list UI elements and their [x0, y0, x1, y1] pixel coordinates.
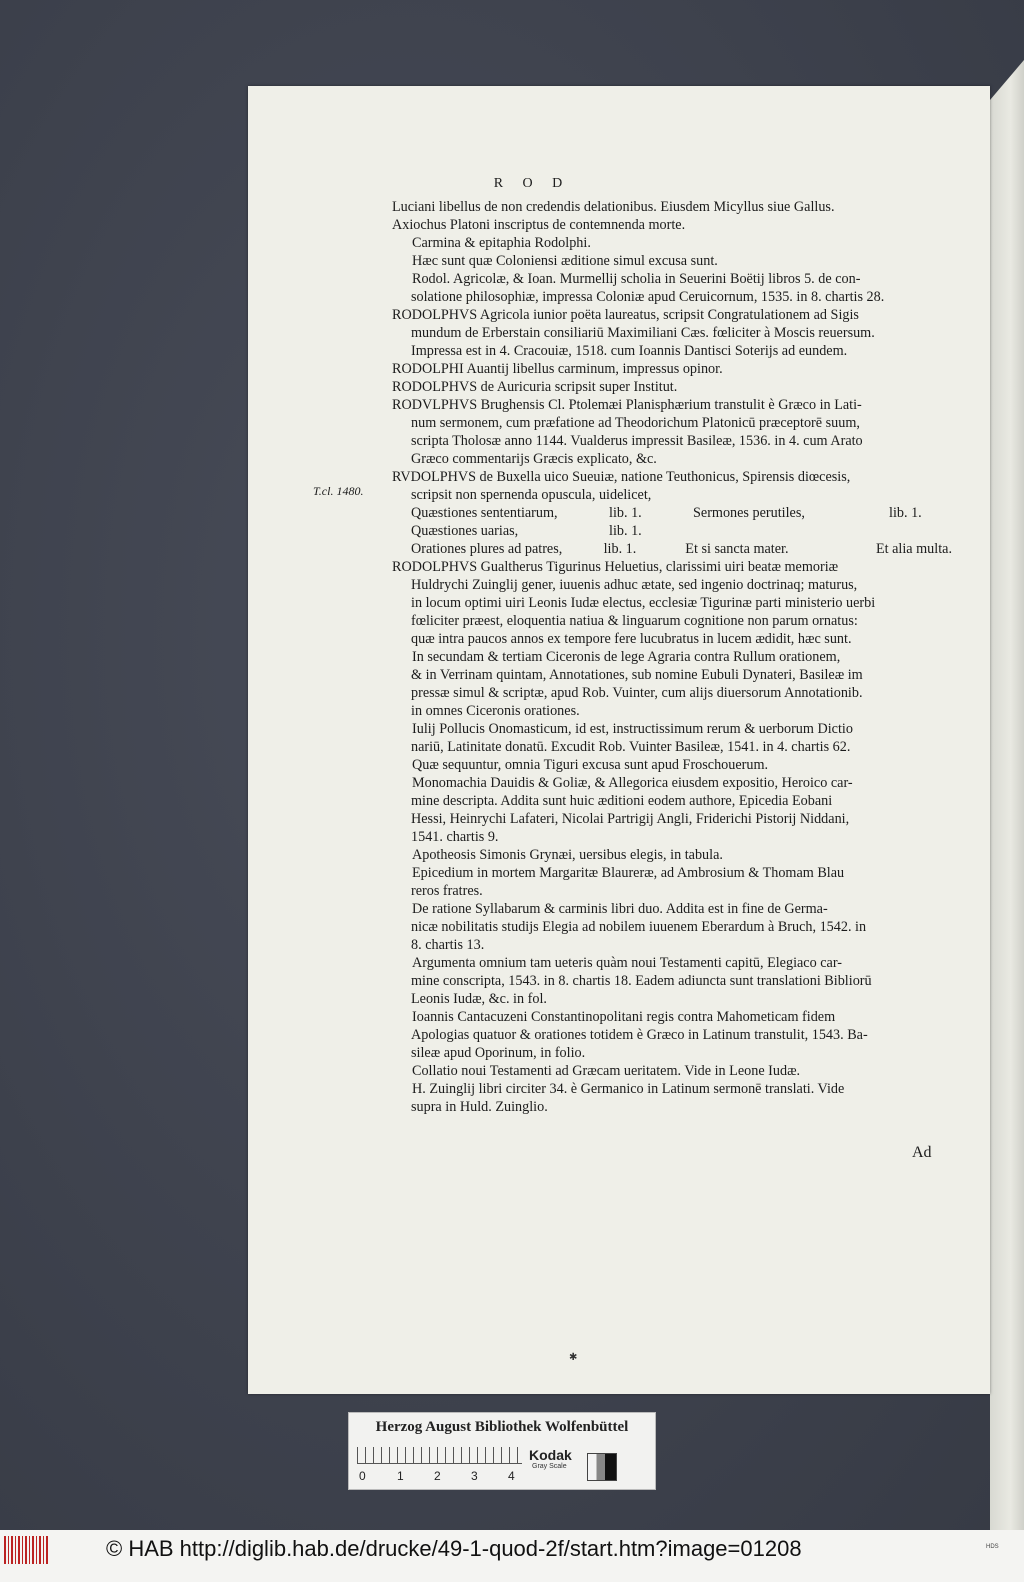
text-line: Axiochus Platoni inscriptus de contemnenda morte. [392, 217, 686, 233]
scale-number: 3 [471, 1469, 478, 1483]
running-head: R O D [493, 176, 571, 191]
text-line: Hæc sunt quæ Coloniensi æditione simul excusa sunt. [412, 253, 718, 269]
list-row [392, 504, 952, 522]
list-cell: lib. 1. [889, 505, 922, 521]
text-line: RVDOLPHVS de Buxella uico Sueuiæ, natione Teuthonicus, Spirensis diœcesis, [392, 469, 851, 485]
text-line: RODOLPHVS de Auricuria scripsit super Institut. [392, 379, 678, 395]
text-line: Leonis Iudæ, &c. in fol. [411, 991, 547, 1007]
text-line: Ioannis Cantacuzeni Constantinopolitani regis contra Mahometicam fidem [412, 1009, 836, 1025]
text-line: Rodol. Agricolæ, & Ioan. Murmellij scholia in Seuerini Boëtij libros 5. de con- [412, 271, 861, 287]
text-line: Impressa est in 4. Cracouiæ, 1518. cum Ioannis Dantisci Soterijs ad eundem. [411, 343, 848, 359]
text-line: fœliciter præest, eloquentia natiua & linguarum cognitione non parum ornatus: [411, 613, 858, 629]
text-line: quæ intra paucos annos ex tempore fere lucubratus in lucem ædidit, hæc sunt. [411, 631, 852, 647]
text-line: RODOLPHVS Gualtherus Tigurinus Heluetius, clarissimi uiri beatæ memoriæ [392, 559, 839, 575]
scale-ruler [357, 1447, 522, 1464]
text-line: Græco commentarijs Græcis explicato, &c. [411, 451, 657, 467]
bottom-strip [0, 1570, 1024, 1582]
text-line: Argumenta omnium tam ueteris quàm noui Testamenti capitū, Elegiaco car- [412, 955, 843, 971]
scale-number: 4 [508, 1469, 515, 1483]
text-line: & in Verrinam quintam, Annotationes, sub nomine Eubuli Dynateri, Basileæ im [411, 667, 863, 683]
text-line: Carmina & epitaphia Rodolphi. [412, 235, 591, 251]
scale-number: 1 [397, 1469, 404, 1483]
list-cell: Et si sancta mater. [685, 541, 789, 557]
text-line: sileæ apud Oporinum, in folio. [411, 1045, 586, 1061]
list-cell: lib. 1. [603, 541, 637, 557]
text-line: scripsit non spernenda opuscula, uidelicet, [411, 487, 652, 503]
list-cell: lib. 1. [609, 523, 642, 539]
gray-scale-patch [587, 1453, 617, 1481]
text-line: pressæ simul & scriptæ, apud Rob. Vuinter, cum alijs diuersorum Annotationib. [411, 685, 863, 701]
margin-note: T.cl. 1480. [313, 484, 364, 498]
text-line: 8. chartis 13. [411, 937, 485, 953]
text-line: Hessi, Heinrychi Lafateri, Nicolai Partrigij Angli, Friderichi Pistorij Niddani, [411, 811, 850, 827]
list-cell: Sermones perutiles, [693, 505, 805, 521]
text-line: De ratione Syllabarum & carminis libri duo. Addita est in fine de Germa- [412, 901, 828, 917]
list-row [392, 540, 952, 558]
scale-number: 2 [434, 1469, 441, 1483]
list-cell: Quæstiones sententiarum, [411, 505, 558, 521]
barcode-icon [4, 1536, 48, 1564]
catchword: Ad [912, 1144, 932, 1161]
text-line: in locum optimi uiri Leonis Iudæ electus, ecclesiæ Tigurinæ parti ministerio uerbi [411, 595, 876, 611]
list-cell: Et alia multa. [875, 541, 952, 557]
text-line: scripta Tholosæ anno 1144. Vualderus impressit Basileæ, 1536. in 4. cum Arato [411, 433, 863, 449]
footer-bar [0, 1530, 1024, 1570]
footer-url[interactable]: © HAB http://diglib.hab.de/drucke/49-1-quod-2f/start.htm?image=01208 [106, 1536, 802, 1561]
text-line: nariū, Latinitate donatū. Excudit Rob. Vuinter Basileæ, 1541. in 4. chartis 62. [411, 739, 851, 755]
color-calibration-card [348, 1412, 656, 1490]
kodak-logo: Kodak [529, 1447, 572, 1463]
list-row [392, 522, 952, 540]
list-cell: lib. 1. [609, 505, 642, 521]
text-line: mine descripta. Addita sunt huic æditioni eodem authore, Epicedia Eobani [411, 793, 833, 809]
adjacent-page-edge [990, 60, 1024, 1530]
text-line: RODOLPHVS Agricola iunior poëta laureatus, scripsit Congratulationem ad Sigis [392, 307, 859, 323]
page-body [392, 198, 952, 1116]
text-line: RODOLPHI Auantij libellus carminum, impressus opinor. [392, 361, 723, 377]
text-line: Monomachia Dauidis & Goliæ, & Allegorica eiusdem expositio, Heroico car- [412, 775, 853, 791]
text-line: Luciani libellus de non credendis delationibus. Eiusdem Micyllus siue Gallus. [392, 199, 835, 215]
text-line: Quæ sequuntur, omnia Tiguri excusa sunt apud Froschouerum. [412, 757, 769, 773]
text-line: In secundam & tertiam Ciceronis de lege Agraria contra Rullum orationem, [412, 649, 841, 665]
text-line: num sermonem, cum præfatione ad Theodorichum Platonicū præceptorē suum, [411, 415, 860, 431]
list-cell [693, 522, 889, 540]
text-line: supra in Huld. Zuinglio. [411, 1099, 548, 1115]
footer-tiny-mark: HDS [986, 1544, 999, 1550]
text-line: mine conscripta, 1543. in 8. chartis 18. Eadem adiuncta sunt translationi Bibliorū [411, 973, 872, 989]
text-line: nicæ nobilitatis studijs Elegia ad nobilem iuuenem Eberardum à Bruch, 1542. in [411, 919, 867, 935]
text-line: Apologias quatuor & orationes totidem è Græco in Latinum transtulit, 1543. Ba- [411, 1027, 868, 1043]
text-line: reros fratres. [411, 883, 483, 899]
list-cell: Orationes plures ad patres, [411, 541, 563, 557]
text-line: RODVLPHVS Brughensis Cl. Ptolemæi Planisphærium transtulit è Græco in Lati- [392, 397, 862, 413]
text-line: 1541. chartis 9. [411, 829, 499, 845]
text-line: H. Zuinglij libri circiter 34. è Germanico in Latinum sermonē translati. Vide [412, 1081, 845, 1097]
text-line: solatione philosophiæ, impressa Coloniæ apud Ceruicornum, 1535. in 8. chartis 28. [411, 289, 885, 305]
gray-scale-label: Gray Scale [532, 1463, 567, 1470]
ink-mark: ✱ [569, 1352, 578, 1363]
card-title: Herzog August Bibliothek Wolfenbüttel [375, 1419, 629, 1435]
text-line: Collatio noui Testamenti ad Græcam ueritatem. Vide in Leone Iudæ. [412, 1063, 801, 1079]
text-line: Iulij Pollucis Onomasticum, id est, instructissimum rerum & uerborum Dictio [412, 721, 853, 737]
text-line: mundum de Erberstain consiliariū Maximiliani Cæs. fœliciter à Moscis reuersum. [411, 325, 875, 341]
text-line: Apotheosis Simonis Grynæi, uersibus elegis, in tabula. [412, 847, 723, 863]
scale-number: 0 [359, 1469, 366, 1483]
text-line: Epicedium in mortem Margaritæ Blaureræ, ad Ambrosium & Thomam Blau [412, 865, 845, 881]
list-cell: Quæstiones uarias, [411, 523, 519, 539]
text-line: in omnes Ciceronis orationes. [411, 703, 580, 719]
text-line: Huldrychi Zuinglij gener, iuuenis adhuc ætate, sed ingenio doctrinaq; maturus, [411, 577, 858, 593]
